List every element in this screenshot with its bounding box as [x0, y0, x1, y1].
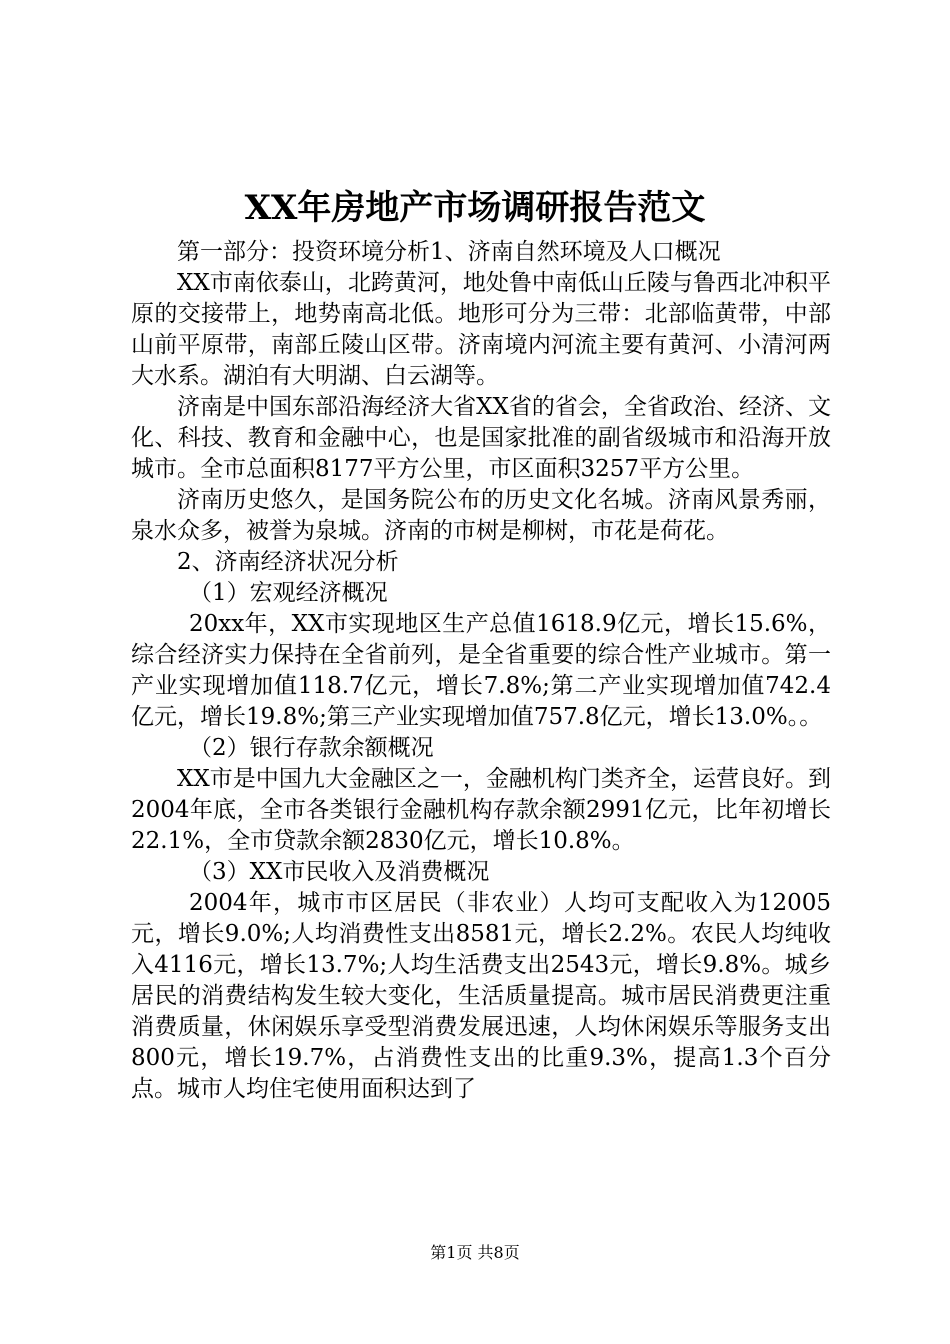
paragraph-gdp: 20xx年，XX市实现地区生产总值1618.9亿元，增长15.6%，综合经济实力保持在全省前列，是全省重要的综合性产业城市。第一产业实现增加值118.7亿元，增长7.8%;第二产业实现增加值742.4亿元，增长19.8%;第三产业实现增加值757.8亿元，增长13.0%。。 [131, 611, 831, 730]
subheading-income-consumption: （3）XX市民收入及消费概况 [189, 859, 490, 885]
subheading-macro-economy: （1）宏观经济概况 [189, 580, 388, 606]
paragraph-natural-environment: XX市南依泰山，北跨黄河，地处鲁中南低山丘陵与鲁西北冲积平原的交接带上，地势南高北低。地形可分为三带：北部临黄带，中部山前平原带，南部丘陵山区带。济南境内河流主要有黄河、小清河两大水系。湖泊有大明湖、白云湖等。 [131, 270, 831, 389]
subheading-bank-deposits: （2）银行存款余额概况 [189, 735, 434, 761]
document-body [131, 237, 831, 1105]
paragraph-income: 2004年，城市市区居民（非农业）人均可支配收入为12005元，增长9.0%;人均消费性支出8581元，增长2.2%。农民人均纯收入4116元，增长13.7%;人均生活费支出2543元，增长9.8%。城乡居民的消费结构发生较大变化，生活质量提高。城市居民消费更注重消费质量，休闲娱乐享受型消费发展迅速，人均休闲娱乐等服务支出800元，增长19.7%，占消费性支出的比重9.3%，提高1.3个百分点。城市人均住宅使用面积达到了 [131, 890, 831, 1102]
paragraph-provincial-capital: 济南是中国东部沿海经济大省XX省的省会，全省政治、经济、文化、科技、教育和金融中心，也是国家批准的副省级城市和沿海开放城市。全市总面积8177平方公里，市区面积3257平方公里。 [131, 394, 831, 482]
document-title: XX年房地产市场调研报告范文 [244, 188, 706, 228]
page-number-footer: 第1页 共8页 [430, 1243, 520, 1262]
paragraph-finance: XX市是中国九大金融区之一，金融机构门类齐全，运营良好。到2004年底，全市各类银行金融机构存款余额2991亿元，比年初增长22.1%，全市贷款余额2830亿元，增长10.8%。 [131, 766, 831, 854]
paragraph-history: 济南历史悠久，是国务院公布的历史文化名城。济南风景秀丽，泉水众多，被誉为泉城。济南的市树是柳树，市花是荷花。 [131, 487, 831, 544]
section-heading-economy: 2、济南经济状况分析 [177, 549, 399, 575]
section-heading-part-one: 第一部分：投资环境分析1、济南自然环境及人口概况 [177, 239, 721, 265]
